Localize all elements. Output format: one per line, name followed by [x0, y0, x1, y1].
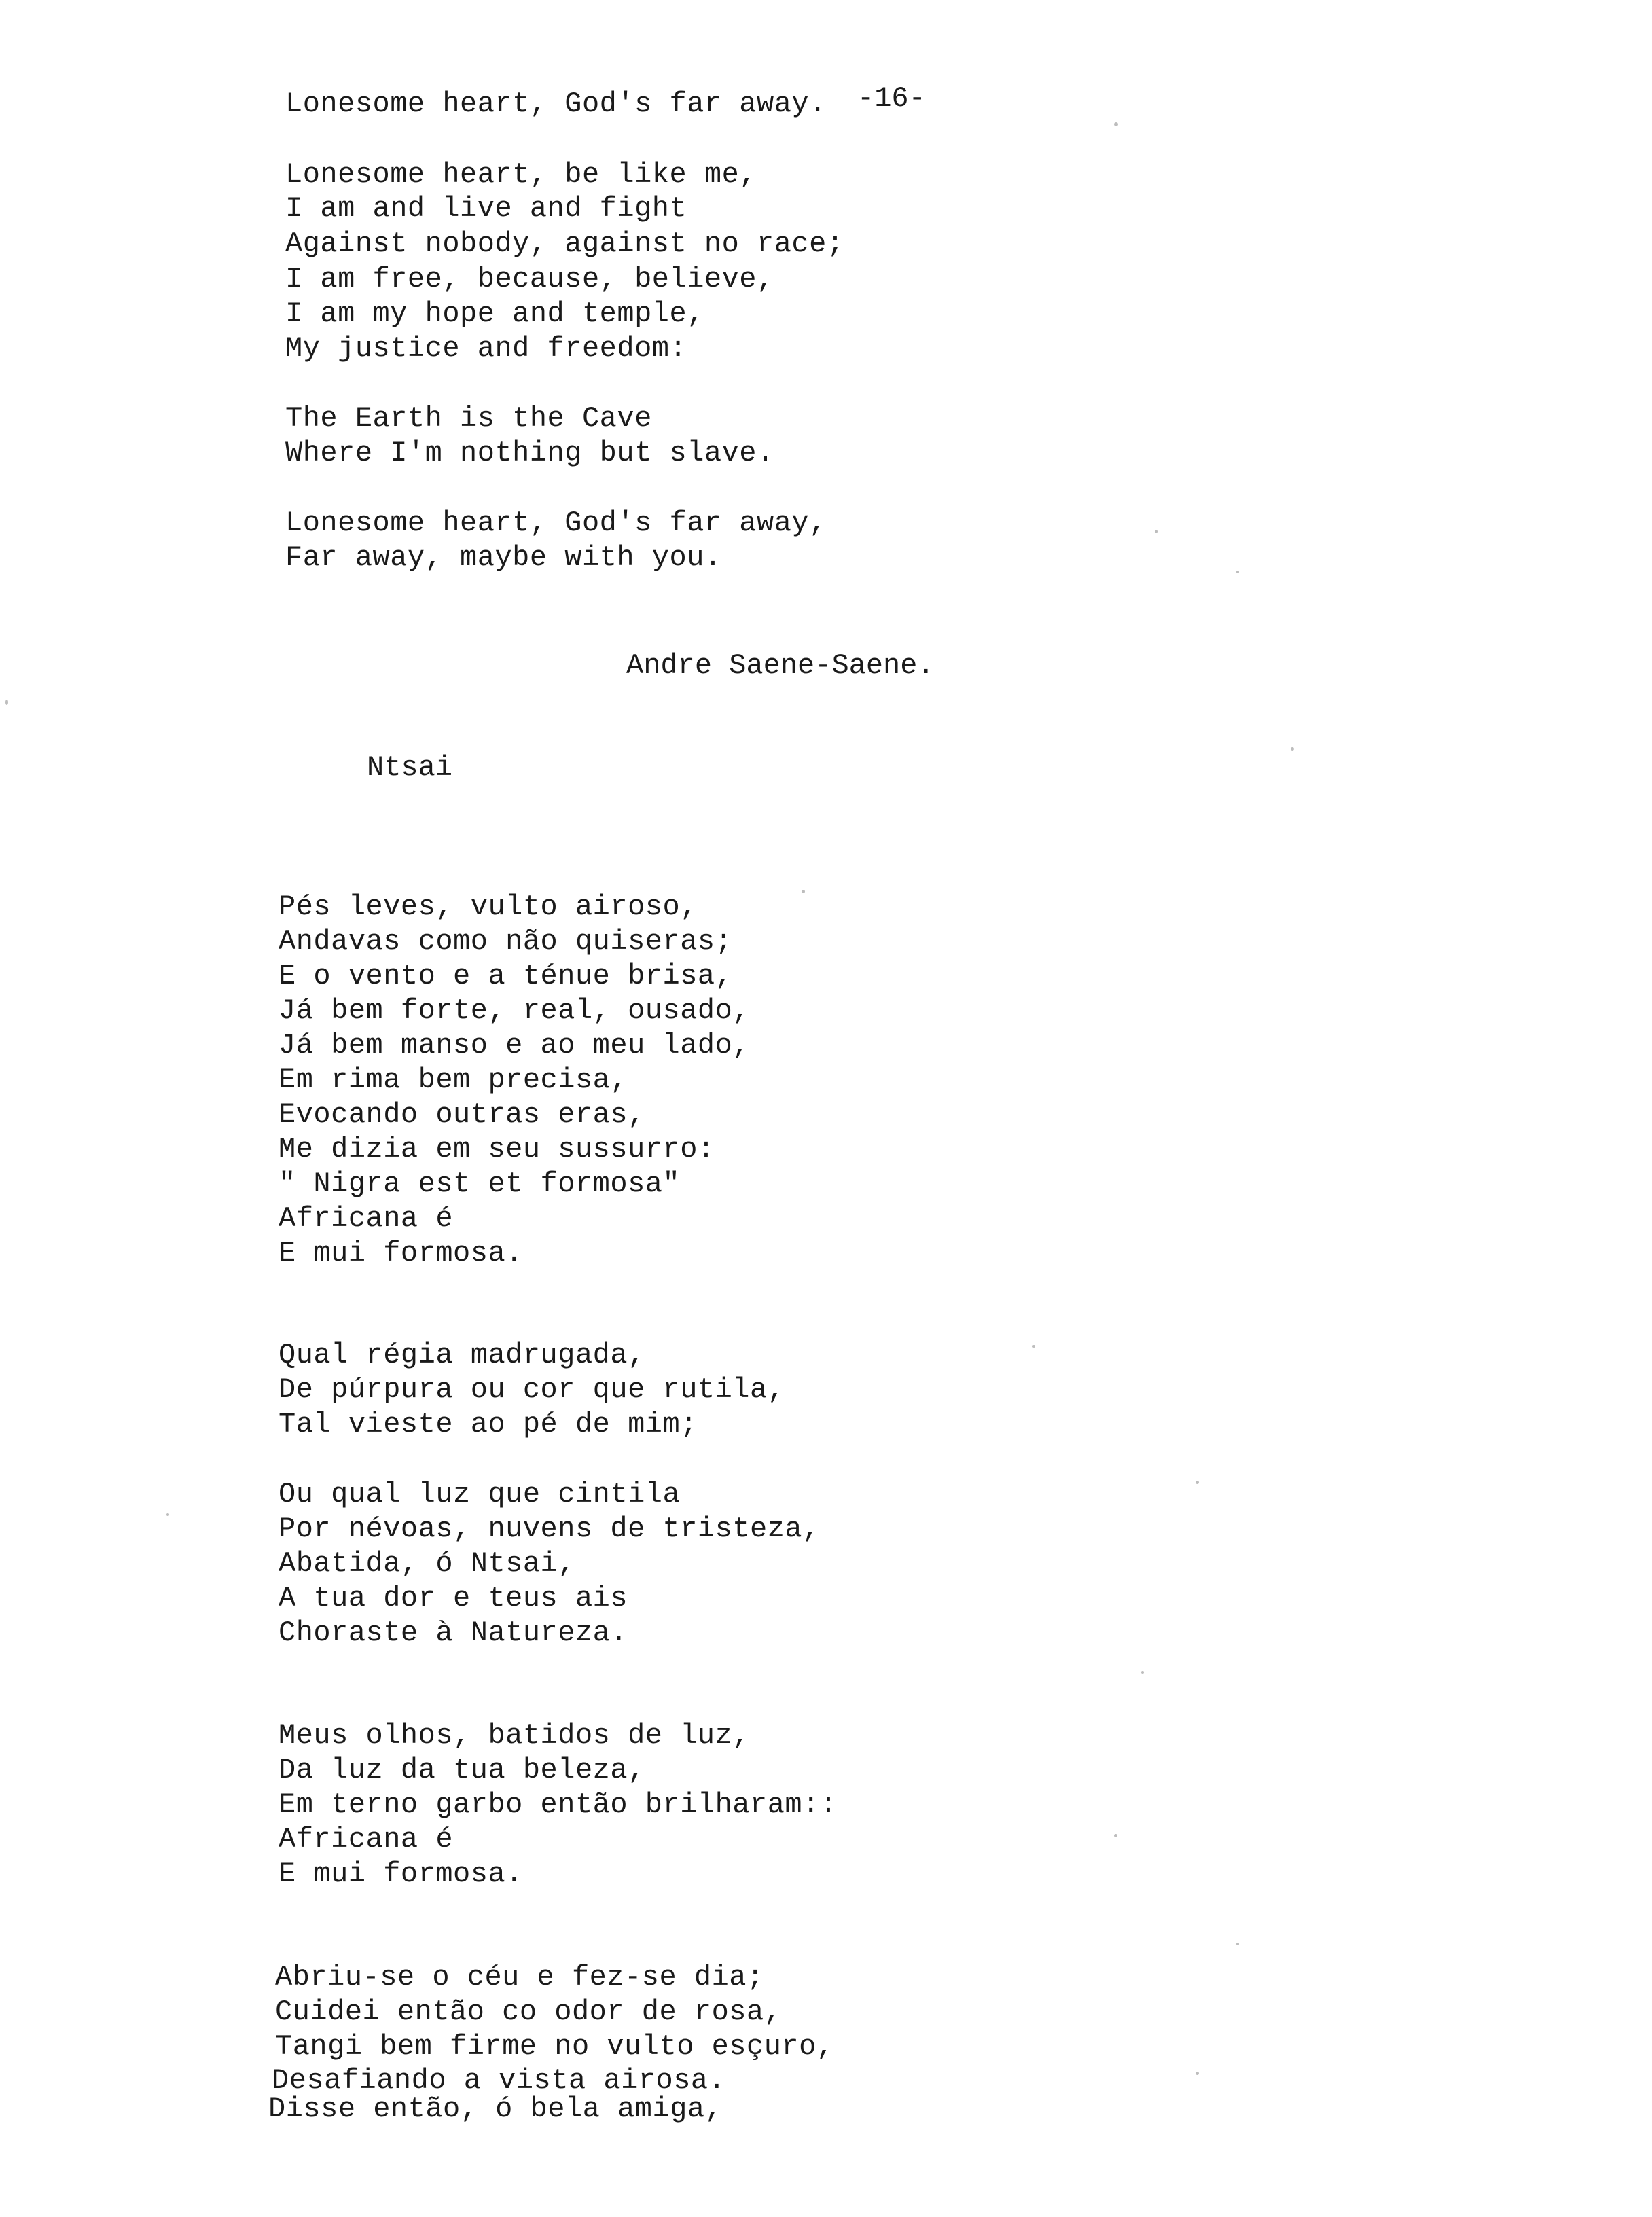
- poem-line: Africana é: [279, 1823, 454, 1856]
- poem-line: Against nobody, against no race;: [285, 228, 844, 260]
- poem-line: Tangi bem firme no vulto esçuro,: [275, 2030, 834, 2063]
- poem-line: Choraste à Natureza.: [279, 1617, 628, 1649]
- scan-speck: [1236, 1943, 1239, 1945]
- poem-line: Já bem forte, real, ousado,: [279, 994, 751, 1027]
- scan-speck: [1236, 571, 1239, 573]
- poem-line: De púrpura ou cor que rutila,: [279, 1373, 785, 1406]
- poem-line: Em terno garbo então brilharam::: [279, 1788, 838, 1821]
- author-signature: Andre Saene-Saene.: [626, 649, 935, 682]
- scan-speck: [1032, 1345, 1035, 1348]
- poem-line: Desafiando a vista airosa.: [272, 2064, 726, 2097]
- poem-line: Abatida, ó Ntsai,: [279, 1547, 575, 1580]
- scan-speck: [1291, 747, 1294, 751]
- poem-line: My justice and freedom:: [285, 332, 687, 365]
- poem-line: Da luz da tua beleza,: [279, 1754, 645, 1786]
- poem-line: I am free, because, believe,: [285, 263, 774, 295]
- poem-line: E mui formosa.: [279, 1237, 523, 1269]
- poem-line: Pés leves, vulto airoso,: [279, 890, 698, 923]
- scan-speck: [166, 1513, 169, 1516]
- poem-line: Evocando outras eras,: [279, 1098, 645, 1131]
- poem-line: Abriu-se o céu e fez-se dia;: [275, 1961, 764, 1994]
- scan-speck: [1114, 1834, 1117, 1837]
- poem-line: Lonesome heart, be like me,: [285, 158, 757, 191]
- poem-line: Lonesome heart, God's far away,: [285, 507, 827, 539]
- poem-line: Far away, maybe with you.: [285, 541, 722, 574]
- scan-speck: [1114, 122, 1118, 126]
- poem-line: Disse então, ó bela amiga,: [268, 2093, 723, 2125]
- poem-line: I am and live and fight: [285, 192, 687, 225]
- poem-line: Já bem manso e ao meu lado,: [279, 1029, 751, 1062]
- poem-line: Lonesome heart, God's far away.: [285, 88, 827, 120]
- poem-line: Ou qual luz que cintila: [279, 1478, 681, 1511]
- scan-speck: [1196, 1481, 1199, 1484]
- scan-speck: [1155, 530, 1158, 533]
- scan-speck: [1196, 2072, 1199, 2075]
- poem-line: Where I'm nothing but slave.: [285, 437, 774, 469]
- poem-line: Cuidei então co odor de rosa,: [275, 1996, 782, 2028]
- poem-line: A tua dor e teus ais: [279, 1582, 628, 1615]
- poem-line: Qual régia madrugada,: [279, 1339, 645, 1371]
- poem-title: Ntsai: [367, 751, 453, 784]
- poem-line: The Earth is the Cave: [285, 402, 652, 435]
- poem-line: Meus olhos, batidos de luz,: [279, 1719, 751, 1752]
- poem-line: Andavas como não quiseras;: [279, 925, 733, 958]
- poem-line: Africana é: [279, 1202, 454, 1235]
- poem-line: Tal vieste ao pé de mim;: [279, 1408, 698, 1441]
- poem-line: " Nigra est et formosa": [279, 1168, 681, 1200]
- poem-line: Em rima bem precisa,: [279, 1064, 628, 1096]
- scan-speck: [5, 700, 8, 705]
- poem-line: E o vento e a ténue brisa,: [279, 960, 733, 992]
- poem-line: Me dizia em seu sussurro:: [279, 1133, 715, 1166]
- poem-line: E mui formosa.: [279, 1858, 523, 1890]
- page-number: -16-: [857, 82, 926, 115]
- scan-speck: [1141, 1671, 1144, 1674]
- poem-line: I am my hope and temple,: [285, 298, 704, 330]
- poem-line: Por névoas, nuvens de tristeza,: [279, 1513, 820, 1545]
- scan-speck: [802, 890, 805, 893]
